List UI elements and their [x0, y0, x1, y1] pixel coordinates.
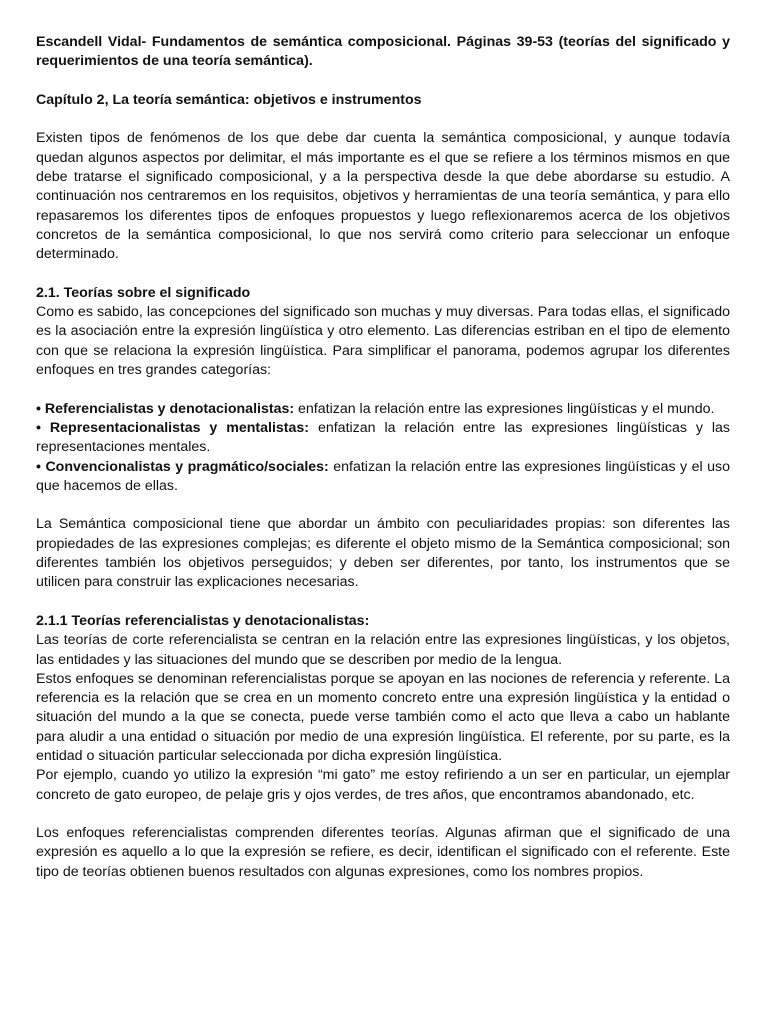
section-2-1-closing: La Semántica composicional tiene que abordar un ámbito con peculiaridades propias: son diferentes las propiedades de las expresiones complejas; es diferente el objeto mismo de la Semántica composicional; son diferentes también los objetivos perseguidos; y deben ser diferentes, por tanto, los instrumentos que se utilicen para construir las explicaciones necesarias. [36, 516, 730, 591]
section-2-1-heading: 2.1. Teorías sobre el significado [36, 284, 251, 301]
section-2-1-1-paragraph: Las teorías de corte referencialista se centran en la relación entre las expresiones lingüísticas, y los objetos, las entidades y las situaciones del mundo que se describen por medio de la lengua. [36, 632, 730, 668]
bullet-text: enfatizan la relación entre las expresiones lingüísticas y las representaciones mentales. [36, 419, 731, 456]
bullet-item [36, 400, 730, 419]
bullet-text: enfatizan la relación entre las expresiones lingüísticas y el mundo. [294, 400, 715, 417]
bullet-lead: • Representacionalistas y mentalistas: [36, 419, 310, 436]
bullet-lead: • Referencialistas y denotacionalistas: [36, 400, 295, 417]
section-2-1-1-paragraph: Los enfoques referencialistas comprenden diferentes teorías. Algunas afirman que el significado de una expresión es aquello a lo que la expresión se refiere, es decir, identifican el significado con el referente. Este tipo de teorías obtienen buenos resultados con algunas expresiones, como los nombres propios. [36, 825, 730, 880]
document-title: Escandell Vidal- Fundamentos de semántica composicional. Páginas 39-53 (teorías del significado y requerimientos de una teoría semántica). [36, 34, 730, 70]
document-page [36, 33, 730, 882]
bullet-text: enfatizan la relación entre las expresiones lingüísticas y el uso que hacemos de ellas. [36, 458, 730, 494]
intro-paragraph: Existen tipos de fenómenos de los que debe dar cuenta la semántica composicional, y aunque todavía quedan algunos aspectos por delimitar, el más importante es el que se refiere a los términos mismos en que debe tratarse el significado composicional, y a la perspectiva desde la que debe abordarse su estudio. A continuación nos centraremos en los requisitos, objetivos y herramientas de una teoría semántica, y para ello repasaremos los diferentes tipos de enfoques propuestos y luego reflexionaremos acerca de los objetivos concretos de la semántica composicional, lo que nos servirá como criterio para seleccionar un enfoque determinado. [36, 130, 730, 263]
chapter-heading: Capítulo 2, La teoría semántica: objetivos e instrumentos [36, 91, 422, 108]
section-2-1-1-heading: 2.1.1 Teorías referencialistas y denotacionalistas: [36, 612, 370, 629]
section-2-1-body: Como es sabido, las concepciones del significado son muchas y muy diversas. Para todas ellas, el significado es la asociación entre la expresión lingüística y otro elemento. Las diferencias estriban en el tipo de elemento con que se relaciona la expresión lingüística. Para simplificar el panorama, podemos agrupar los diferentes enfoques en tres grandes categorías: [36, 304, 730, 379]
bullet-lead: • Convencionalistas y pragmático/sociales: [36, 458, 329, 475]
section-2-1-1-paragraph: Por ejemplo, cuando yo utilizo la expresión “mi gato” me estoy refiriendo a un ser en particular, un ejemplar concreto de gato europeo, de pelaje gris y ojos verdes, de tres años, que encontramos abandonado, etc. [36, 767, 730, 803]
bullet-item [36, 419, 730, 458]
bullet-item [36, 458, 730, 497]
section-2-1-1-paragraph: Estos enfoques se denominan referencialistas porque se apoyan en las nociones de referencia y referente. La referencia es la relación que se crea en un momento concreto entre una expresión lingüística y la entidad o situación del mundo a la que se conecta, puede verse también como el acto que lleva a cabo un hablante para aludir a una entidad o situación por medio de una expresión lingüística. El referente, por su parte, es la entidad o situación particular seleccionada por dicha expresión lingüística. [36, 670, 730, 764]
